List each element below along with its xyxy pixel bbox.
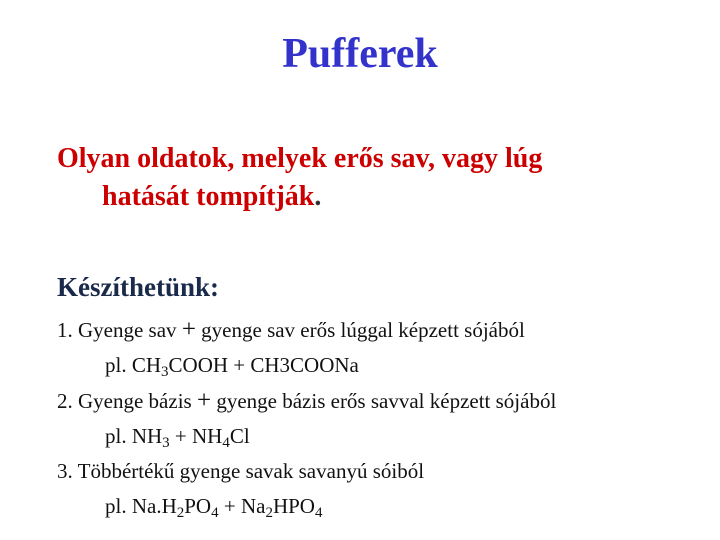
example-text: pl. NH xyxy=(105,424,163,448)
list-item-1 xyxy=(57,312,707,348)
example-text: pl. CH xyxy=(105,353,162,377)
preparation-list xyxy=(57,312,707,524)
example-text: + NH xyxy=(169,424,223,448)
example-subscript: 2 xyxy=(265,505,273,521)
list-item-3-example xyxy=(57,489,707,524)
definition-line-1: Olyan oldatok, melyek erős sav, vagy lúg xyxy=(57,143,543,174)
definition-line-2 xyxy=(57,178,677,216)
example-text: pl. Na.H xyxy=(105,494,177,518)
example-subscript: 4 xyxy=(211,505,219,521)
list-item-3 xyxy=(57,454,707,489)
item-number: 2. xyxy=(57,389,73,413)
example-subscript: 3 xyxy=(161,364,169,380)
item-text-a: Gyenge sav xyxy=(78,318,177,342)
list-item-2-example xyxy=(57,419,707,454)
plus-sign: + xyxy=(196,387,212,414)
slide-title: Pufferek xyxy=(282,31,438,77)
plus-sign: + xyxy=(181,316,196,343)
item-text-a: Gyenge bázis xyxy=(78,389,192,413)
list-item-1-example xyxy=(57,348,707,383)
example-subscript: 4 xyxy=(222,435,230,451)
definition-line-2-text: hatását tompítják xyxy=(102,181,315,212)
item-text: Többértékű gyenge savak savanyú sóiból xyxy=(77,459,425,483)
example-text: PO xyxy=(184,494,212,518)
item-text-b: gyenge sav erős lúggal képzett sójából xyxy=(201,318,525,342)
subheading: Készíthetünk: xyxy=(57,272,219,302)
example-subscript: 2 xyxy=(176,505,185,521)
definition-period: . xyxy=(314,181,322,212)
list-item-2 xyxy=(57,383,707,419)
item-number: 1. xyxy=(57,318,73,342)
example-text: Cl xyxy=(229,424,250,448)
example-text: + Na xyxy=(218,494,266,518)
example-subscript: 3 xyxy=(162,435,170,451)
item-number: 3. xyxy=(57,459,73,483)
example-text: HPO xyxy=(272,494,315,518)
example-subscript: 4 xyxy=(314,505,323,521)
definition xyxy=(57,140,677,216)
example-text: COOH + CH3COONa xyxy=(168,353,359,377)
item-text-b: gyenge bázis erős savval képzett sójából xyxy=(216,389,557,413)
